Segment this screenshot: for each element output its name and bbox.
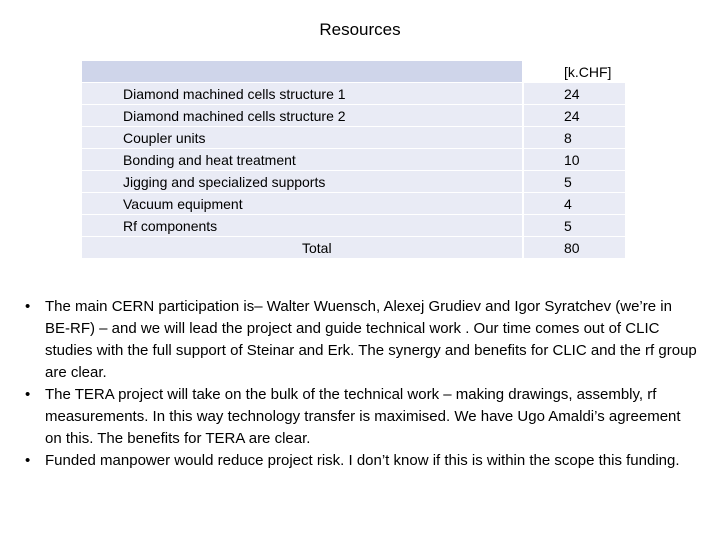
row-value: 10	[564, 152, 580, 168]
list-item	[25, 450, 697, 472]
bullet-list	[25, 296, 697, 472]
total-value: 80	[564, 240, 580, 256]
row-label: Rf components	[123, 218, 218, 234]
row-value: 24	[564, 86, 580, 102]
bullet-icon: •	[25, 452, 31, 469]
bullet-text: Funded manpower would reduce project risk. I don’t know if this is within the scope this funding.	[45, 452, 680, 469]
page-title: Resources	[319, 20, 401, 39]
row-value: 8	[564, 130, 572, 146]
list-item	[25, 296, 697, 384]
row-value: 5	[564, 174, 572, 190]
row-value: 24	[564, 108, 580, 124]
header-unit-cell	[524, 61, 625, 83]
bullet-icon: •	[25, 386, 31, 403]
row-label: Vacuum equipment	[123, 196, 243, 212]
bullet-text: The main CERN participation is– Walter Wuensch, Alexej Grudiev and Igor Syratchev (we’re in BE-RF) – and we will lead the project and guide technical work . Our time comes out of CLIC studies with the full support of Steinar and Erk. The synergy and benefits for CLIC and the rf group are clear.	[45, 298, 697, 381]
row-label: Coupler units	[123, 130, 206, 146]
list-item	[25, 384, 697, 450]
row-value: 4	[564, 196, 572, 212]
total-label: Total	[302, 240, 332, 256]
header-label-cell	[82, 61, 522, 83]
bullet-icon: •	[25, 298, 31, 315]
unit-header: [k.CHF]	[564, 64, 612, 80]
row-label: Jigging and specialized supports	[123, 174, 326, 190]
bullet-text: The TERA project will take on the bulk of the technical work – making drawings, assembly, rf measurements. In this way technology transfer is maximised. We have Ugo Amaldi’s agreement on this. The benefits for TERA are clear.	[45, 386, 681, 447]
row-value: 5	[564, 218, 572, 234]
row-label: Diamond machined cells structure 1	[123, 86, 346, 102]
row-label: Bonding and heat treatment	[123, 152, 296, 168]
row-label: Diamond machined cells structure 2	[123, 108, 346, 124]
